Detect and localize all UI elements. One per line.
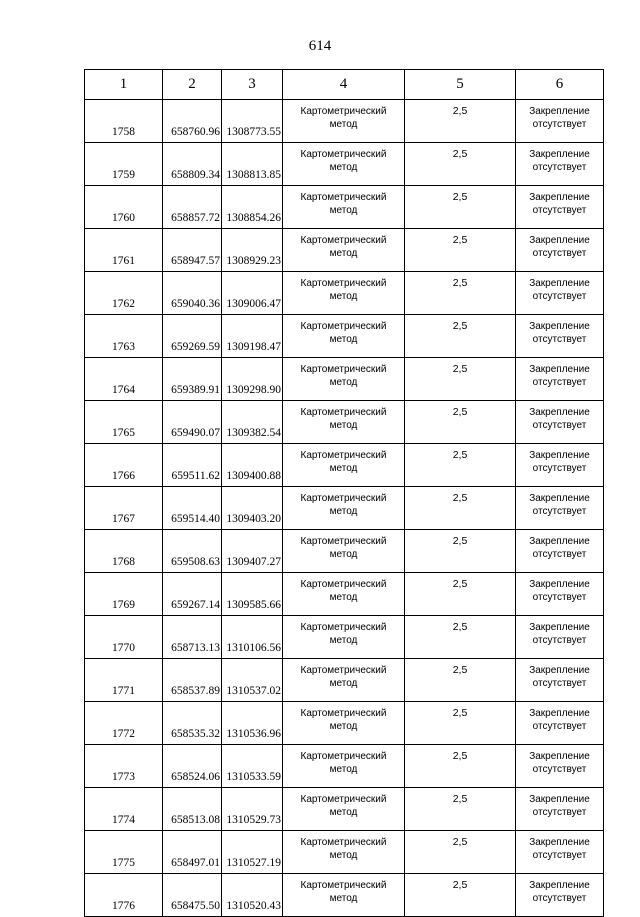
fixation-text-line2: отсутствует [532,721,587,732]
method-cell [283,100,405,143]
method-cell [283,702,405,745]
x-coordinate-cell: 658475.50 [163,874,222,917]
accuracy-cell: 2,5 [405,358,516,401]
point-number-cell: 1770 [85,616,163,659]
fixation-cell [516,186,604,229]
method-text-line2: метод [329,764,358,775]
fixation-text-line2: отсутствует [532,291,587,302]
fixation-text-line2: отсутствует [532,635,587,646]
point-number-cell: 1773 [85,745,163,788]
fixation-text-line2: отсутствует [532,420,587,431]
method-text-line1: Картометрический [300,837,387,848]
method-text-line2: метод [329,248,358,259]
fixation-cell [516,788,604,831]
y-coordinate-cell: 1309403.20 [222,487,283,530]
accuracy-cell: 2,5 [405,530,516,573]
point-number-cell: 1760 [85,186,163,229]
fixation-text-line1: Закрепление [529,106,590,117]
method-text-line1: Картометрический [300,106,387,117]
x-coordinate-cell: 658760.96 [163,100,222,143]
method-text-line1: Картометрический [300,751,387,762]
point-number-cell: 1766 [85,444,163,487]
fixation-text-line1: Закрепление [529,493,590,504]
method-cell [283,229,405,272]
table-row [85,143,604,186]
accuracy-cell: 2,5 [405,659,516,702]
method-text-line2: метод [329,205,358,216]
column-header: 4 [283,70,405,100]
fixation-cell [516,874,604,917]
point-number-cell: 1776 [85,874,163,917]
y-coordinate-cell: 1309585.66 [222,573,283,616]
accuracy-cell: 2,5 [405,616,516,659]
column-header: 5 [405,70,516,100]
x-coordinate-cell: 659040.36 [163,272,222,315]
fixation-text-line1: Закрепление [529,278,590,289]
fixation-cell [516,100,604,143]
point-number-cell: 1771 [85,659,163,702]
table-row [85,401,604,444]
fixation-text-line1: Закрепление [529,708,590,719]
fixation-text-line2: отсутствует [532,463,587,474]
fixation-text-line1: Закрепление [529,579,590,590]
fixation-text-line1: Закрепление [529,665,590,676]
accuracy-cell: 2,5 [405,272,516,315]
point-number-cell: 1763 [85,315,163,358]
method-text-line1: Картометрический [300,278,387,289]
method-cell [283,831,405,874]
method-cell [283,315,405,358]
fixation-text-line2: отсутствует [532,334,587,345]
table-row [85,530,604,573]
method-text-line2: метод [329,893,358,904]
table-row [85,315,604,358]
y-coordinate-cell: 1308929.23 [222,229,283,272]
method-text-line2: метод [329,721,358,732]
fixation-cell [516,143,604,186]
fixation-text-line2: отсутствует [532,592,587,603]
y-coordinate-cell: 1310533.59 [222,745,283,788]
fixation-text-line2: отсутствует [532,893,587,904]
y-coordinate-cell: 1309006.47 [222,272,283,315]
point-number-cell: 1769 [85,573,163,616]
method-text-line1: Картометрический [300,880,387,891]
x-coordinate-cell: 659490.07 [163,401,222,444]
table-row [85,186,604,229]
fixation-cell [516,530,604,573]
x-coordinate-cell: 658513.08 [163,788,222,831]
accuracy-cell: 2,5 [405,100,516,143]
y-coordinate-cell: 1309407.27 [222,530,283,573]
method-text-line2: метод [329,119,358,130]
column-header: 6 [516,70,604,100]
fixation-text-line1: Закрепление [529,192,590,203]
method-text-line2: метод [329,463,358,474]
method-cell [283,186,405,229]
table-row [85,874,604,917]
fixation-text-line2: отсутствует [532,377,587,388]
fixation-cell [516,702,604,745]
table-row [85,616,604,659]
table-row [85,358,604,401]
x-coordinate-cell: 658524.06 [163,745,222,788]
column-header: 3 [222,70,283,100]
table-row [85,272,604,315]
x-coordinate-cell: 658535.32 [163,702,222,745]
method-cell [283,358,405,401]
y-coordinate-cell: 1310520.43 [222,874,283,917]
table-header-row [85,70,604,100]
fixation-text-line2: отсутствует [532,549,587,560]
method-text-line2: метод [329,291,358,302]
method-text-line2: метод [329,850,358,861]
fixation-cell [516,272,604,315]
table-row [85,831,604,874]
x-coordinate-cell: 658537.89 [163,659,222,702]
accuracy-cell: 2,5 [405,401,516,444]
point-number-cell: 1775 [85,831,163,874]
x-coordinate-cell: 658809.34 [163,143,222,186]
accuracy-cell: 2,5 [405,143,516,186]
x-coordinate-cell: 658947.57 [163,229,222,272]
point-number-cell: 1758 [85,100,163,143]
fixation-cell [516,401,604,444]
point-number-cell: 1759 [85,143,163,186]
accuracy-cell: 2,5 [405,702,516,745]
x-coordinate-cell: 659389.91 [163,358,222,401]
accuracy-cell: 2,5 [405,573,516,616]
table-body [85,100,604,917]
accuracy-cell: 2,5 [405,788,516,831]
point-number-cell: 1772 [85,702,163,745]
y-coordinate-cell: 1310537.02 [222,659,283,702]
fixation-text-line1: Закрепление [529,450,590,461]
point-number-cell: 1774 [85,788,163,831]
method-text-line1: Картометрический [300,149,387,160]
method-text-line2: метод [329,592,358,603]
method-cell [283,788,405,831]
x-coordinate-cell: 659269.59 [163,315,222,358]
method-text-line2: метод [329,334,358,345]
method-text-line1: Картометрический [300,493,387,504]
accuracy-cell: 2,5 [405,487,516,530]
fixation-text-line1: Закрепление [529,149,590,160]
y-coordinate-cell: 1310529.73 [222,788,283,831]
method-cell [283,530,405,573]
method-text-line2: метод [329,807,358,818]
fixation-text-line1: Закрепление [529,407,590,418]
fixation-text-line1: Закрепление [529,794,590,805]
table-row [85,745,604,788]
y-coordinate-cell: 1310536.96 [222,702,283,745]
method-text-line1: Картометрический [300,321,387,332]
method-text-line1: Картометрический [300,536,387,547]
point-number-cell: 1768 [85,530,163,573]
fixation-cell [516,315,604,358]
x-coordinate-cell: 658857.72 [163,186,222,229]
x-coordinate-cell: 659511.62 [163,444,222,487]
method-cell [283,444,405,487]
accuracy-cell: 2,5 [405,831,516,874]
y-coordinate-cell: 1310527.19 [222,831,283,874]
fixation-cell [516,616,604,659]
table-row [85,788,604,831]
method-cell [283,143,405,186]
y-coordinate-cell: 1308773.55 [222,100,283,143]
method-cell [283,874,405,917]
fixation-text-line2: отсутствует [532,506,587,517]
method-cell [283,487,405,530]
fixation-text-line2: отсутствует [532,248,587,259]
x-coordinate-cell: 658497.01 [163,831,222,874]
table-row [85,573,604,616]
table-row [85,229,604,272]
y-coordinate-cell: 1308813.85 [222,143,283,186]
y-coordinate-cell: 1309198.47 [222,315,283,358]
accuracy-cell: 2,5 [405,229,516,272]
point-number-cell: 1762 [85,272,163,315]
x-coordinate-cell: 659508.63 [163,530,222,573]
fixation-cell [516,659,604,702]
point-number-cell: 1765 [85,401,163,444]
point-number-cell: 1764 [85,358,163,401]
fixation-text-line2: отсутствует [532,850,587,861]
fixation-text-line2: отсутствует [532,162,587,173]
table-row [85,100,604,143]
fixation-text-line1: Закрепление [529,235,590,246]
fixation-text-line2: отсутствует [532,807,587,818]
method-text-line1: Картометрический [300,794,387,805]
method-text-line2: метод [329,506,358,517]
method-text-line2: метод [329,678,358,689]
method-cell [283,745,405,788]
y-coordinate-cell: 1309298.90 [222,358,283,401]
method-cell [283,573,405,616]
accuracy-cell: 2,5 [405,874,516,917]
table-row [85,702,604,745]
fixation-text-line1: Закрепление [529,622,590,633]
y-coordinate-cell: 1309400.88 [222,444,283,487]
point-number-cell: 1767 [85,487,163,530]
fixation-text-line1: Закрепление [529,364,590,375]
method-text-line1: Картометрический [300,235,387,246]
fixation-text-line1: Закрепление [529,751,590,762]
method-text-line2: метод [329,162,358,173]
method-text-line1: Картометрический [300,192,387,203]
fixation-text-line1: Закрепление [529,321,590,332]
fixation-cell [516,229,604,272]
table-row [85,444,604,487]
fixation-text-line1: Закрепление [529,837,590,848]
column-header: 1 [85,70,163,100]
method-text-line1: Картометрический [300,665,387,676]
method-text-line1: Картометрический [300,364,387,375]
method-text-line2: метод [329,549,358,560]
y-coordinate-cell: 1310106.56 [222,616,283,659]
method-cell [283,659,405,702]
method-text-line2: метод [329,420,358,431]
fixation-text-line2: отсутствует [532,205,587,216]
fixation-cell [516,831,604,874]
method-cell [283,616,405,659]
fixation-cell [516,358,604,401]
fixation-text-line2: отсутствует [532,764,587,775]
method-text-line1: Картометрический [300,450,387,461]
x-coordinate-cell: 659267.14 [163,573,222,616]
y-coordinate-cell: 1308854.26 [222,186,283,229]
page-number: 614 [308,38,332,54]
accuracy-cell: 2,5 [405,315,516,358]
y-coordinate-cell: 1309382.54 [222,401,283,444]
fixation-cell [516,573,604,616]
method-cell [283,272,405,315]
point-number-cell: 1761 [85,229,163,272]
fixation-cell [516,444,604,487]
x-coordinate-cell: 659514.40 [163,487,222,530]
accuracy-cell: 2,5 [405,186,516,229]
method-text-line1: Картометрический [300,407,387,418]
accuracy-cell: 2,5 [405,444,516,487]
column-header: 2 [163,70,222,100]
x-coordinate-cell: 658713.13 [163,616,222,659]
method-text-line1: Картометрический [300,622,387,633]
method-text-line1: Картометрический [300,708,387,719]
fixation-cell [516,745,604,788]
coordinates-table [84,69,604,917]
fixation-text-line2: отсутствует [532,119,587,130]
fixation-text-line1: Закрепление [529,880,590,891]
method-text-line2: метод [329,377,358,388]
method-text-line2: метод [329,635,358,646]
method-cell [283,401,405,444]
fixation-text-line1: Закрепление [529,536,590,547]
table-row [85,659,604,702]
accuracy-cell: 2,5 [405,745,516,788]
fixation-cell [516,487,604,530]
table-row [85,487,604,530]
fixation-text-line2: отсутствует [532,678,587,689]
method-text-line1: Картометрический [300,579,387,590]
